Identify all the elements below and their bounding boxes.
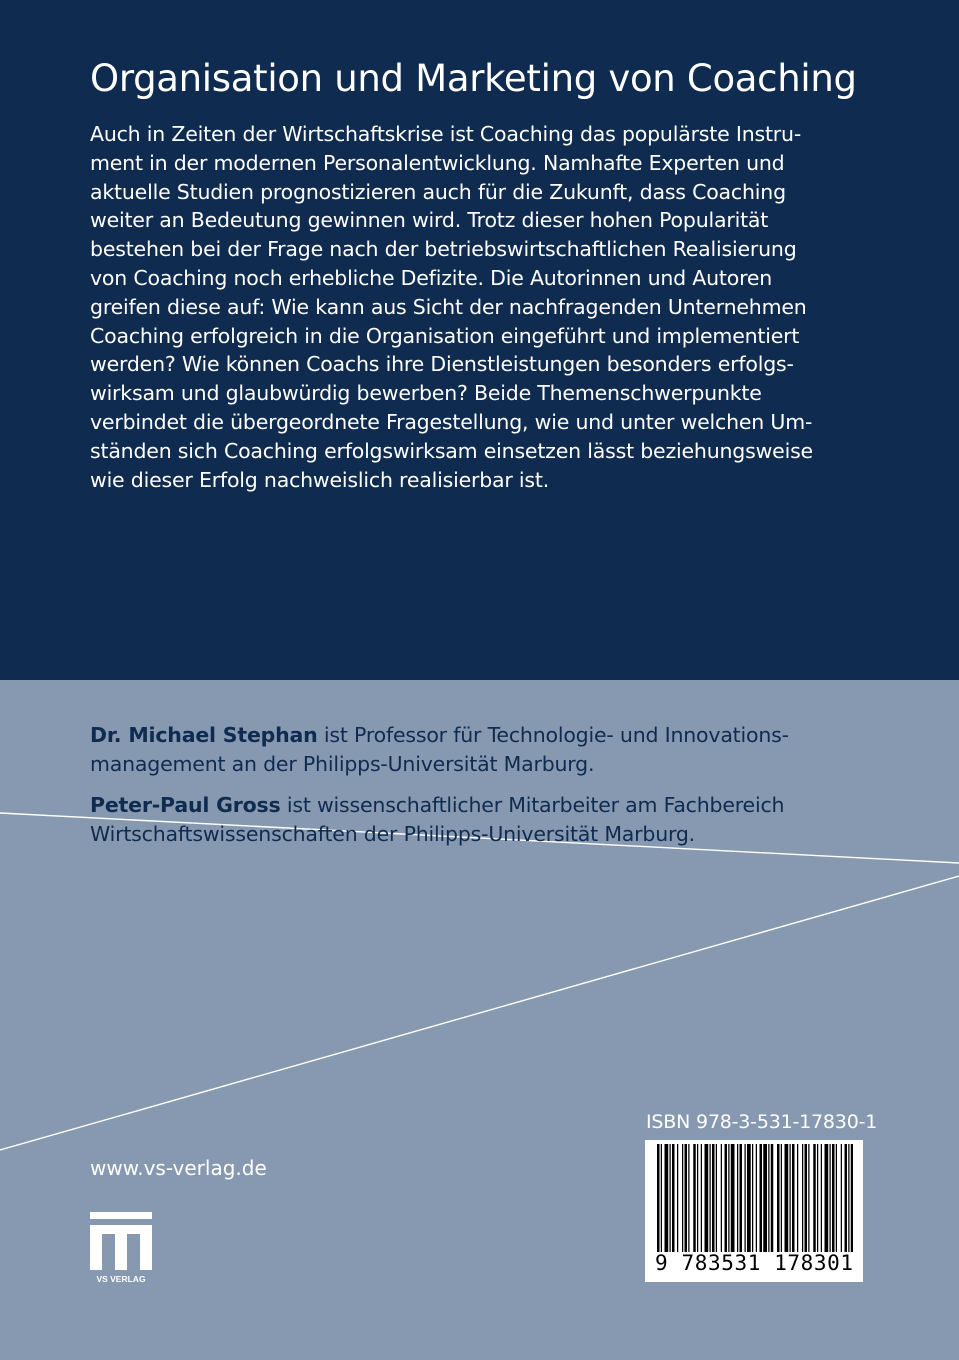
blurb-line: weiter an Bedeutung gewinnen wird. Trotz dieser hohen Popularität: [90, 208, 769, 233]
barcode-bar: [797, 1144, 798, 1252]
barcode-bar: [728, 1144, 729, 1252]
barcode: [645, 1140, 863, 1282]
author-bio-gross: [90, 791, 784, 849]
barcode-bar: [737, 1144, 738, 1252]
blurb-line: Coaching erfolgreich in die Organisation eingeführt und implementiert: [90, 323, 800, 348]
barcode-bar: [792, 1144, 795, 1252]
author-bio-text: ist wissenschaftlicher Mitarbeiter am Fachbereich: [280, 793, 785, 817]
author-name: Peter-Paul Gross: [90, 793, 281, 817]
barcode-bar: [701, 1144, 702, 1252]
barcode-bar: [657, 1144, 660, 1252]
barcode-bar: [817, 1144, 818, 1252]
barcode-bar: [832, 1144, 835, 1252]
barcode-bar: [825, 1144, 829, 1252]
barcode-bar: [682, 1144, 683, 1252]
barcode-digits: 9 783531 178301: [655, 1251, 854, 1275]
barcode-bar: [725, 1144, 728, 1252]
barcode-bar: [672, 1144, 675, 1252]
barcode-bar: [821, 1144, 822, 1252]
barcode-bar: [802, 1144, 803, 1252]
barcode-bar: [756, 1144, 757, 1252]
barcode-bar: [716, 1144, 717, 1252]
author-bio-text: ist Professor für Technologie- und Innovations-: [317, 723, 789, 747]
barcode-bar: [841, 1144, 842, 1252]
barcode-bar: [712, 1144, 715, 1252]
book-title: Organisation und Marketing von Coaching: [90, 57, 857, 100]
blurb-line: verbindet die übergeordnete Fragestellung, wie und unter welchen Um-: [90, 409, 813, 434]
barcode-bar: [790, 1144, 791, 1252]
barcode-bar: [740, 1144, 743, 1252]
blurb-line: ständen sich Coaching erfolgswirksam einsetzen lässt beziehungsweise: [90, 438, 813, 463]
blurb-line: wie dieser Erfolg nachweislich realisierbar ist.: [90, 467, 550, 492]
barcode-bar: [763, 1144, 767, 1252]
barcode-bar: [685, 1144, 688, 1252]
author-bio-line: [90, 721, 789, 750]
blurb-line: von Coaching noch erhebliche Defizite. Die Autorinnen und Autoren: [90, 265, 773, 290]
barcode-bar: [745, 1144, 746, 1252]
barcode-bar: [845, 1144, 848, 1252]
barcode-bar: [661, 1144, 662, 1252]
barcode-bar: [710, 1144, 711, 1252]
barcode-bar: [697, 1144, 698, 1252]
author-bio-line: management an der Philipps-Universität Marburg.: [90, 751, 595, 776]
barcode-bar: [752, 1144, 753, 1252]
blurb-line: ment in der modernen Personalentwicklung. Namhafte Experten und: [90, 150, 785, 175]
barcode-bar: [688, 1144, 689, 1252]
barcode-bar: [731, 1144, 735, 1252]
author-bio-line: [90, 791, 784, 820]
blurb-line: aktuelle Studien prognostizieren auch für die Zukunft, dass Coaching: [90, 179, 786, 204]
isbn-label: ISBN 978-3-531-17830-1: [646, 1111, 878, 1133]
logo-text: VS VERLAG: [96, 1274, 146, 1284]
barcode-bar: [768, 1144, 769, 1252]
barcode-bar: [777, 1144, 780, 1252]
barcode-bar: [848, 1144, 849, 1252]
barcode-bar: [693, 1144, 696, 1252]
barcode-bar: [808, 1144, 809, 1252]
barcode-bar: [813, 1144, 816, 1252]
barcode-bar: [747, 1144, 751, 1252]
author-name: Dr. Michael Stephan: [90, 723, 318, 747]
vs-verlag-logo-icon: [90, 1212, 152, 1284]
barcode-bars: [655, 1144, 853, 1252]
barcode-bar: [670, 1144, 671, 1252]
barcode-bar: [851, 1144, 853, 1252]
barcode-bar: [760, 1144, 763, 1252]
bottom-panel: [0, 680, 959, 1360]
blurb-line: greifen diese auf: Wie kann aus Sicht der nachfragenden Unternehmen: [90, 294, 807, 319]
blurb-line: werden? Wie können Coachs ihre Dienstleistungen besonders erfolgs-: [90, 352, 794, 377]
publisher-website-link[interactable]: www.vs-verlag.de: [90, 1156, 267, 1180]
blurb-line: Auch in Zeiten der Wirtschaftskrise ist Coaching das populärste Instru-: [90, 122, 802, 146]
author-bio-stephan: [90, 721, 789, 779]
barcode-bar: [665, 1144, 669, 1252]
barcode-bar: [705, 1144, 709, 1252]
blurb-line: bestehen bei der Frage nach der betriebswirtschaftlichen Realisierung: [90, 237, 797, 262]
barcode-bar: [677, 1144, 678, 1252]
barcode-bar: [830, 1144, 831, 1252]
barcode-bar: [721, 1144, 722, 1252]
blurb-text: [90, 120, 860, 494]
barcode-bar: [781, 1144, 782, 1252]
barcode-bar: [785, 1144, 789, 1252]
barcode-bar: [836, 1144, 837, 1252]
barcode-bar: [771, 1144, 774, 1252]
blurb-line: wirksam und glaubwürdig bewerben? Beide Themenschwerpunkte: [90, 381, 762, 406]
barcode-bar: [805, 1144, 808, 1252]
author-bio-line: Wirtschaftswissenschaften der Philipps-Universität Marburg.: [90, 821, 696, 846]
